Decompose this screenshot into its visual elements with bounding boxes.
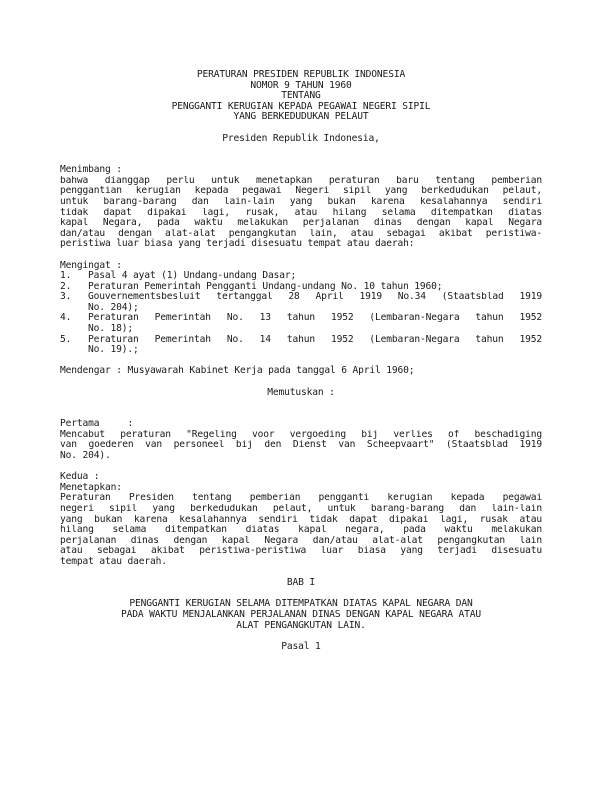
list-text: Gouvernementsbesluit tertanggal 28 April 1919 No.34 (Staatsblad 1919	[88, 292, 542, 303]
body-line: dan/atau dengan alat-alat pengangkutan lain, atau sebagai akibat peristiwa-	[60, 228, 542, 239]
body-line: perjalanan dinas dengan kapal Negara dan/atau alat-alat pengangkutan lain	[60, 535, 542, 546]
body-line: Peraturan Presiden tentang pemberian pengganti kerugian kepada pegawai	[60, 493, 542, 504]
body-line: tidak dapat dipakai lagi, rusak, atau hilang selama ditempatkan diatas	[60, 207, 542, 218]
title-line: NOMOR 9 TAHUN 1960	[250, 79, 352, 91]
pertama-label: Pertama :	[60, 418, 134, 430]
body-line: hilang selama ditempatkan diatas kapal negara, pada waktu melakukan	[60, 525, 542, 536]
kedua-label: Kedua :	[60, 471, 100, 483]
document-page	[60, 70, 542, 652]
body-line: Mencabut peraturan "Regeling voor vergoeding bij verlies of beschadiging	[60, 429, 542, 440]
title-line: PERATURAN PRESIDEN REPUBLIK INDONESIA	[196, 69, 406, 80]
bab-section	[60, 578, 542, 652]
list-number: 3.	[60, 291, 72, 303]
list-text: No. 18);	[88, 323, 134, 335]
list-text: Peraturan Pemerintah Pengganti Undang-undang No. 10 tahun 1960;	[88, 280, 443, 292]
menetapkan-label: Menetapkan:	[60, 481, 122, 493]
body-line: untuk barang-barang dan lain-lain yang bukan karena kesalahannya sendiri	[60, 196, 542, 207]
list-item	[60, 335, 542, 356]
issuer	[60, 134, 542, 145]
mendengar-text: Mendengar : Musyawarah Kabinet Kerja pada tanggal 6 April 1960;	[60, 365, 415, 377]
title-line: PENGGANTI KERUGIAN KEPADA PEGAWAI NEGERI SIPIL	[171, 100, 431, 112]
memutuskan-heading: Memutuskan :	[267, 386, 335, 398]
body-line: atau sebagai akibat peristiwa-peristiwa luar biasa yang terjadi disesuatu	[60, 546, 542, 557]
body-line: No. 204).	[60, 450, 111, 461]
list-number: 1.	[60, 270, 72, 282]
list-text: Peraturan Pemerintah No. 13 tahun 1952 (Lembaran-Negara tahun 1952	[88, 313, 542, 324]
kedua-section	[60, 472, 542, 567]
bab-title: BAB I	[286, 577, 316, 589]
body-line: yang bukan karena kesalahannya sendiri tidak dapat dipakai lagi, rusak atau	[60, 514, 542, 525]
menimbang-section	[60, 165, 542, 250]
pasal-title: Pasal 1	[281, 640, 321, 652]
list-text: Peraturan Pemerintah No. 14 tahun 1952 (Lembaran-Negara tahun 1952	[88, 334, 542, 345]
body-line: van goederen van personeel bij den Dienst van Scheepvaart" (Staatsblad 1919	[60, 440, 542, 451]
mengingat-label: Mengingat :	[60, 259, 122, 271]
list-item	[60, 313, 542, 334]
body-line: negeri sipil yang berkedudukan pelaut, untuk barang-barang dan lain-lain	[60, 503, 542, 514]
body-line: kapal Negara, pada waktu melakukan perjalanan dinas dengan kapal Negara	[60, 218, 542, 229]
list-number: 5.	[60, 333, 72, 345]
title-line: YANG BERKEDUDUKAN PELAUT	[233, 111, 369, 123]
issuer-text: Presiden Republik Indonesia,	[222, 132, 380, 144]
list-number: 4.	[60, 312, 72, 324]
body-line: tempat atau daerah.	[60, 555, 167, 567]
body-line: peristiwa luar biasa yang terjadi disesuatu tempat atau daerah:	[60, 238, 415, 250]
body-line: penggantian kerugian kepada pegawai Negeri sipil yang berkedudukan pelaut,	[60, 186, 542, 197]
mengingat-section	[60, 261, 542, 356]
title-line: TENTANG	[281, 90, 321, 102]
bab-heading-line: PENGGANTI KERUGIAN SELAMA DITEMPATKAN DIATAS KAPAL NEGARA DAN	[129, 598, 473, 610]
bab-heading-line: ALAT PENGANGKUTAN LAIN.	[236, 619, 366, 631]
pertama-section	[60, 419, 542, 461]
list-number: 2.	[60, 280, 72, 292]
list-text: No. 19).;	[88, 344, 139, 356]
list-item	[60, 282, 542, 293]
bab-heading-line: PADA WAKTU MENJALANKAN PERJALANAN DINAS DENGAN KAPAL NEGARA ATAU	[120, 608, 482, 620]
list-text: Pasal 4 ayat (1) Undang-undang Dasar;	[88, 270, 297, 282]
document-title	[60, 70, 542, 123]
body-line: bahwa dianggap perlu untuk menetapkan peraturan baru tentang pemberian	[60, 175, 542, 186]
list-item	[60, 292, 542, 313]
menimbang-label: Menimbang :	[60, 164, 122, 176]
list-text: No. 204);	[88, 301, 139, 313]
